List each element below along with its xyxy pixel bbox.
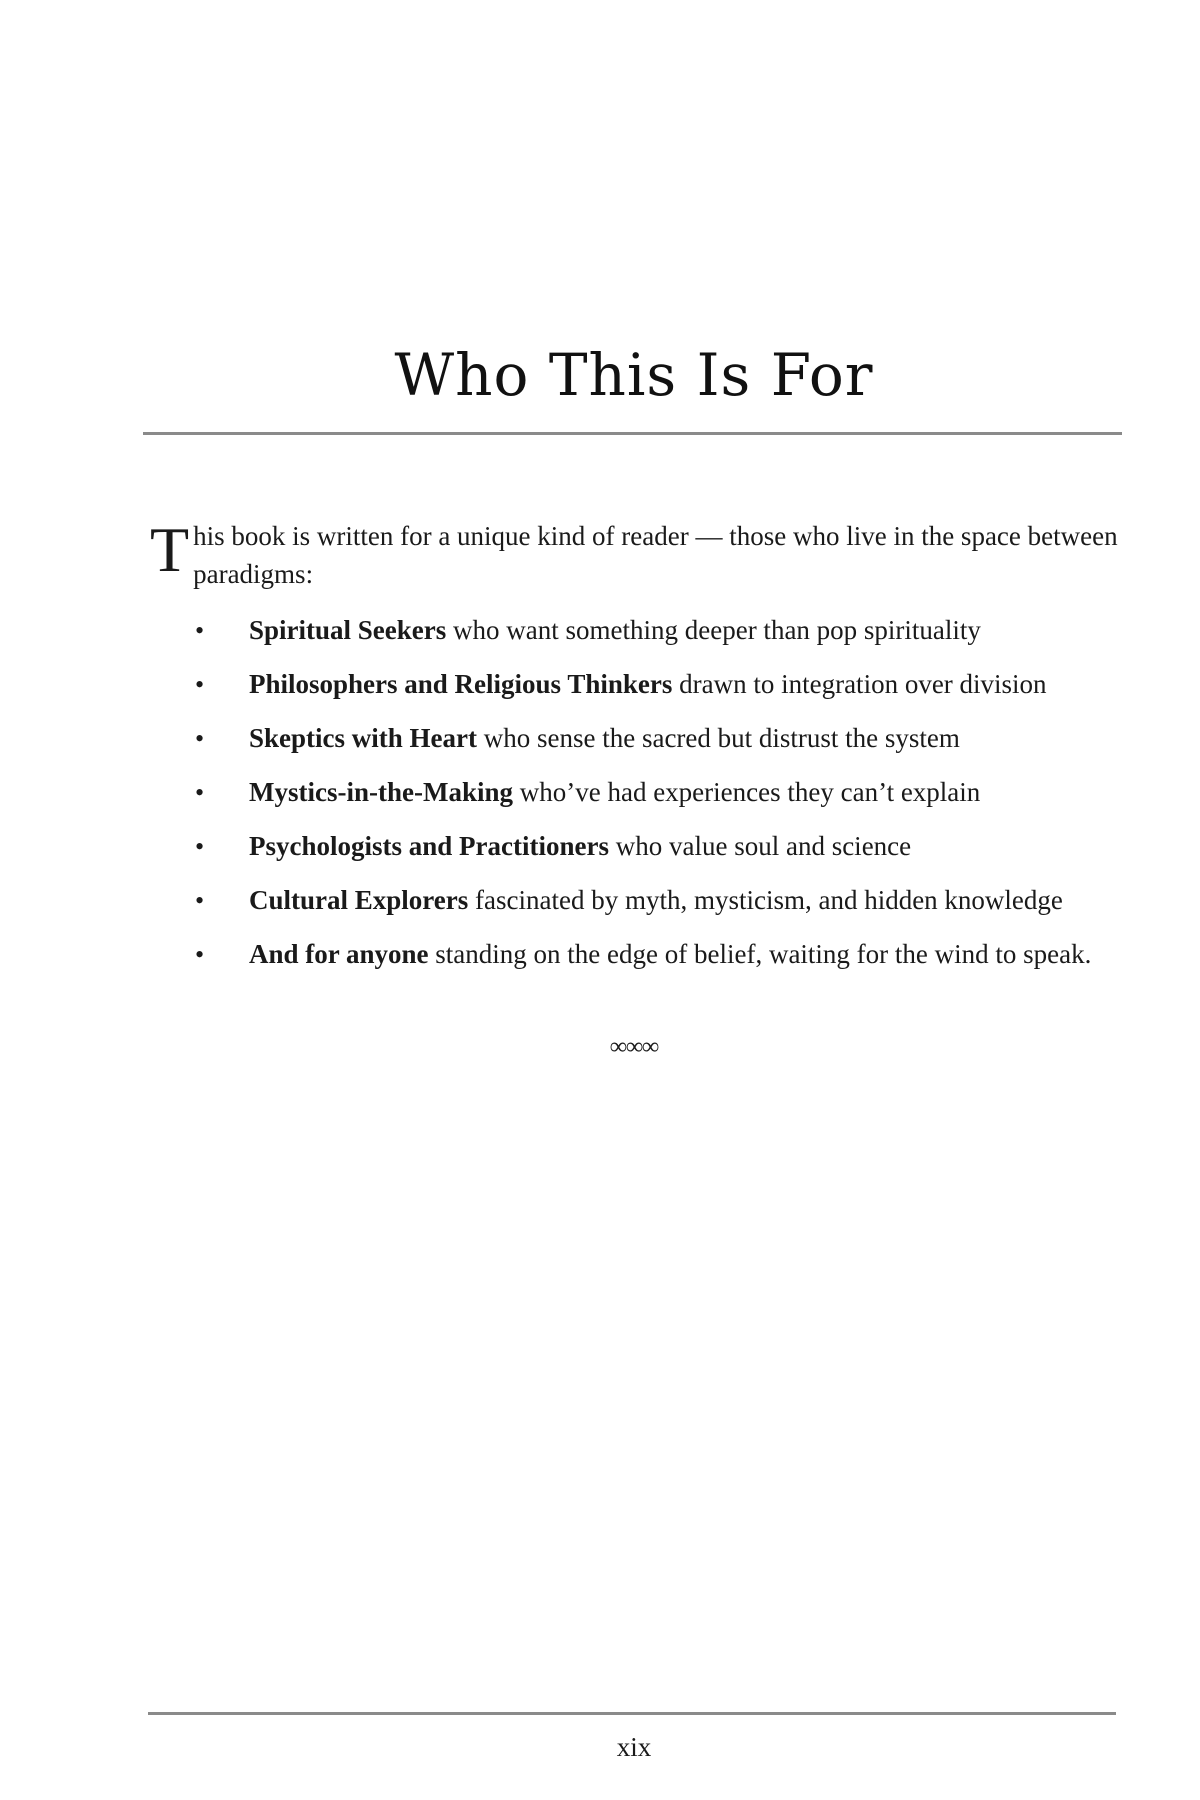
reader-description: drawn to integration over division bbox=[672, 669, 1047, 699]
reader-description: who value soul and science bbox=[608, 831, 912, 861]
section-ornament: ∞∞∞ bbox=[609, 1034, 659, 1060]
bullet-icon: • bbox=[195, 940, 205, 969]
intro-text: his book is written for a unique kind of reader — those who live in the space between paradigms: bbox=[193, 521, 1118, 589]
reader-description: who sense the sacred but distrust the system bbox=[476, 723, 960, 753]
reader-description: standing on the edge of belief, waiting for the wind to speak. bbox=[428, 939, 1092, 969]
reader-term: Mystics-in-the-Making bbox=[249, 777, 513, 807]
intro-paragraph bbox=[150, 514, 1120, 593]
chapter-title: Who This Is For bbox=[394, 341, 874, 409]
bullet-icon: • bbox=[195, 778, 205, 807]
reader-description: who’ve had experiences they can’t explain bbox=[512, 777, 981, 807]
reader-description: who want something deeper than pop spirituality bbox=[446, 615, 981, 645]
bullet-icon: • bbox=[195, 616, 205, 645]
list-item bbox=[195, 828, 1120, 865]
bullet-icon: • bbox=[195, 886, 205, 915]
page-number: xix bbox=[616, 1732, 652, 1762]
bullet-icon: • bbox=[195, 832, 205, 861]
reader-term: Psychologists and Practitioners bbox=[249, 831, 609, 861]
list-item bbox=[195, 936, 1120, 973]
bullet-icon: • bbox=[195, 724, 205, 753]
reader-list bbox=[195, 612, 1120, 990]
bullet-icon: • bbox=[195, 670, 205, 699]
reader-term: Philosophers and Religious Thinkers bbox=[249, 669, 673, 699]
footer-divider bbox=[148, 1712, 1116, 1715]
reader-term: Cultural Explorers bbox=[249, 885, 469, 915]
list-item bbox=[195, 666, 1120, 703]
list-item bbox=[195, 720, 1120, 757]
drop-cap: T bbox=[150, 514, 190, 585]
reader-term: Skeptics with Heart bbox=[249, 723, 477, 753]
title-divider bbox=[143, 432, 1122, 435]
list-item bbox=[195, 882, 1120, 919]
reader-term: And for anyone bbox=[249, 939, 429, 969]
list-item bbox=[195, 774, 1120, 811]
reader-description: fascinated by myth, mysticism, and hidden knowledge bbox=[468, 885, 1063, 915]
reader-term: Spiritual Seekers bbox=[249, 615, 447, 645]
list-item bbox=[195, 612, 1120, 649]
